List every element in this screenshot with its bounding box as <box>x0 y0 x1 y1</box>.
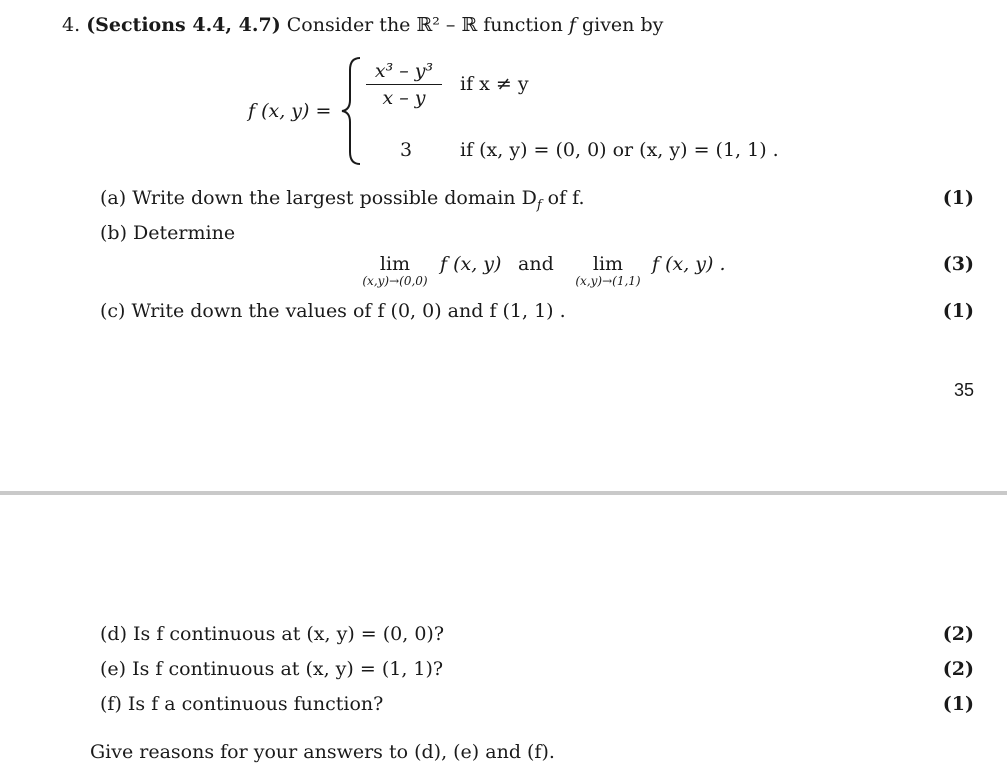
part-f-text: Is f a continuous function? <box>127 693 384 715</box>
case1-numerator: x³ – y³ <box>374 60 434 82</box>
part-c-text: Write down the values of f (0, 0) and f (1, 1) . <box>131 300 566 322</box>
part-a-text: Write down the largest possible domain D <box>132 187 537 209</box>
part-b <box>100 222 235 244</box>
function-symbol: f <box>568 14 576 36</box>
limit-two-word: lim <box>592 253 624 275</box>
part-d-text: Is f continuous at (x, y) = (0, 0)? <box>133 623 445 645</box>
question-intro: Consider the ℝ² – ℝ function <box>286 14 563 36</box>
part-e <box>100 658 443 680</box>
limit-two-subscript: (x,y)→(1,1) <box>575 274 641 288</box>
part-a <box>100 187 585 213</box>
limit-two-expression: f (x, y) . <box>652 253 726 275</box>
limit-two <box>565 254 651 288</box>
part-e-label: (e) <box>100 658 127 680</box>
part-d-marks: (2) <box>942 623 974 645</box>
part-e-text: Is f continuous at (x, y) = (1, 1)? <box>132 658 444 680</box>
part-d-label: (d) <box>100 623 127 645</box>
case2-value: 3 <box>400 139 413 161</box>
page-number: 35 <box>953 380 974 400</box>
page-divider <box>0 491 1007 495</box>
part-c-label: (c) <box>100 300 126 322</box>
part-a-label: (a) <box>100 187 127 209</box>
limit-one <box>352 254 438 288</box>
part-d <box>100 623 444 645</box>
case1-condition: if x ≠ y <box>460 73 529 95</box>
part-c <box>100 300 566 322</box>
part-b-marks: (3) <box>942 253 974 275</box>
case1-fraction <box>366 60 442 109</box>
question-number: 4. <box>62 14 81 36</box>
part-c-marks: (1) <box>942 300 974 322</box>
fraction-bar <box>366 84 442 85</box>
limit-one-word: lim <box>379 253 411 275</box>
part-e-marks: (2) <box>942 658 974 680</box>
part-f <box>100 693 383 715</box>
part-a-subscript: f <box>536 197 542 213</box>
case2-condition: if (x, y) = (0, 0) or (x, y) = (1, 1) . <box>460 139 779 161</box>
part-f-label: (f) <box>100 693 122 715</box>
piecewise-lhs: f (x, y) = <box>248 100 332 122</box>
part-b-label: (b) <box>100 222 127 244</box>
part-b-text: Determine <box>133 222 236 244</box>
question-heading <box>62 14 663 36</box>
footer-instruction: Give reasons for your answers to (d), (e) and (f). <box>90 741 555 763</box>
part-a-tail: of f. <box>541 187 585 209</box>
limit-one-expression: f (x, y) <box>440 253 502 275</box>
question-sections: (Sections 4.4, 4.7) <box>86 14 281 36</box>
left-brace-icon <box>340 56 364 166</box>
question-given-by: given by <box>581 14 664 36</box>
limit-one-subscript: (x,y)→(0,0) <box>362 274 428 288</box>
part-f-marks: (1) <box>942 693 974 715</box>
limit-and: and <box>518 253 554 275</box>
case1-denominator: x – y <box>382 87 426 109</box>
part-a-marks: (1) <box>942 187 974 209</box>
